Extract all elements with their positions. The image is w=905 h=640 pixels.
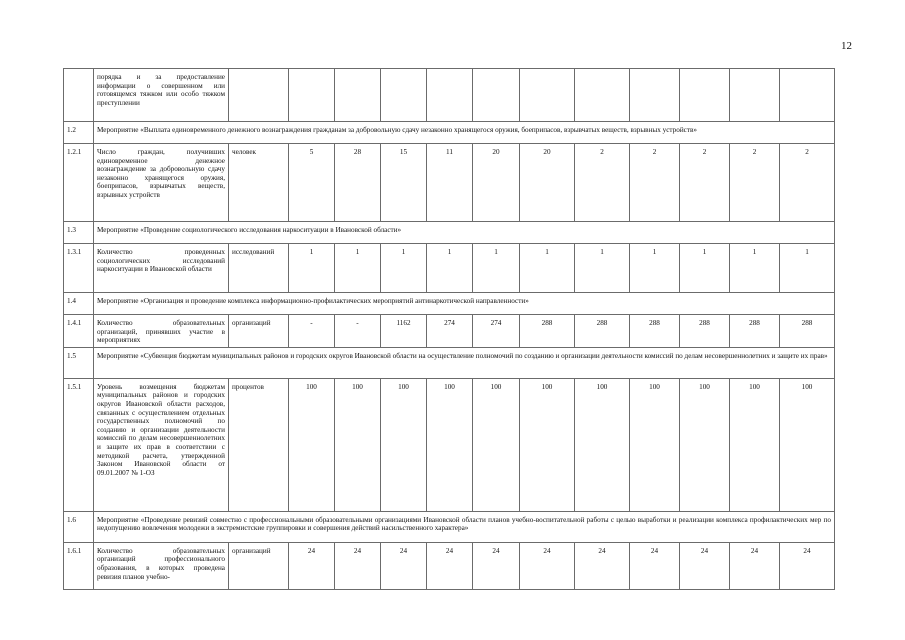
indicator-value: 1	[289, 244, 335, 293]
indicator-unit: процентов	[229, 378, 289, 511]
indicator-name: Число граждан, получивших единовременное денежное вознаграждение за добровольную сдачу незаконно хранящегося оружия, боеприпасов, взрывчатых веществ, взрывных устройств	[94, 144, 229, 222]
indicator-row	[64, 542, 835, 589]
indicator-name: Количество образовательных организаций, принявших участие в мероприятиях	[94, 315, 229, 348]
indicator-value: 274	[427, 315, 473, 348]
indicator-value: 1	[680, 244, 730, 293]
indicator-value: 1	[381, 244, 427, 293]
indicator-unit: исследований	[229, 244, 289, 293]
indicator-name: Количество образовательных организаций профессионального образования, в которых проведена ревизия планов учебно-	[94, 542, 229, 589]
indicator-value	[335, 69, 381, 122]
indicator-value: 100	[730, 378, 780, 511]
row-number: 1.3	[64, 222, 94, 244]
row-number	[64, 69, 94, 122]
indicator-value: 5	[289, 144, 335, 222]
indicator-value: 100	[780, 378, 835, 511]
row-number: 1.3.1	[64, 244, 94, 293]
indicator-unit: человек	[229, 144, 289, 222]
indicator-value: 100	[473, 378, 520, 511]
indicator-value: 1	[473, 244, 520, 293]
measure-row	[64, 347, 835, 378]
indicator-unit: организаций	[229, 315, 289, 348]
indicator-value: 15	[381, 144, 427, 222]
indicator-value: 24	[680, 542, 730, 589]
indicator-value	[680, 69, 730, 122]
row-number: 1.6	[64, 511, 94, 542]
indicator-value	[630, 69, 680, 122]
indicator-value: 1	[730, 244, 780, 293]
indicators-table	[63, 68, 835, 590]
measure-row	[64, 293, 835, 315]
measure-title: Мероприятие «Проведение социологического исследования наркоситуации в Ивановской области»	[94, 222, 835, 244]
indicator-value: 1162	[381, 315, 427, 348]
indicator-value: 24	[473, 542, 520, 589]
indicator-value: 24	[520, 542, 575, 589]
indicator-value: 1	[630, 244, 680, 293]
indicator-value: 1	[780, 244, 835, 293]
indicator-value	[575, 69, 630, 122]
measure-title: Мероприятие «Организация и проведение комплекса информационно-профилактических мероприятий антинаркотической направленности»	[94, 293, 835, 315]
indicator-value: 288	[630, 315, 680, 348]
indicator-value: 24	[780, 542, 835, 589]
measure-title: Мероприятие «Выплата единовременного денежного вознаграждения гражданам за добровольную сдачу незаконно хранящегося оружия, боеприпасов, взрывчатых веществ, взрывных устройств»	[94, 122, 835, 144]
indicator-name: порядка и за предоставление информации о совершенном или готовящемся тяжком или особо тяжком преступлении	[94, 69, 229, 122]
indicator-value: 100	[575, 378, 630, 511]
indicator-value	[520, 69, 575, 122]
indicator-value: 288	[520, 315, 575, 348]
indicator-value: 100	[630, 378, 680, 511]
indicator-value: 24	[335, 542, 381, 589]
row-number: 1.4	[64, 293, 94, 315]
indicator-value: 24	[575, 542, 630, 589]
indicator-value: 100	[520, 378, 575, 511]
indicator-name: Уровень возмещения бюджетам муниципальных районов и городских округов Ивановской области расходов, связанных с осуществлением отдельных государственных полномочий по созданию и организации деятельности комиссий по делам несовершеннолетних и защите их прав в соответствии с методикой расчета, утвержденной Законом Ивановской области от 09.01.2007 № 1-ОЗ	[94, 378, 229, 511]
indicator-value: 100	[289, 378, 335, 511]
indicator-value: 24	[289, 542, 335, 589]
indicator-value: 20	[473, 144, 520, 222]
indicator-value: 2	[730, 144, 780, 222]
indicator-value	[289, 69, 335, 122]
indicator-value: 1	[520, 244, 575, 293]
indicator-unit	[229, 69, 289, 122]
indicator-value: 2	[780, 144, 835, 222]
measure-row	[64, 222, 835, 244]
row-number: 1.2	[64, 122, 94, 144]
indicator-value: 100	[381, 378, 427, 511]
indicator-value: 1	[427, 244, 473, 293]
indicator-value: 2	[630, 144, 680, 222]
indicator-value: 274	[473, 315, 520, 348]
indicator-value: 288	[730, 315, 780, 348]
indicator-value: 288	[680, 315, 730, 348]
row-number: 1.6.1	[64, 542, 94, 589]
indicator-value	[730, 69, 780, 122]
measure-row	[64, 122, 835, 144]
indicator-unit: организаций	[229, 542, 289, 589]
measure-title: Мероприятие «Проведение ревизий совместно с профессиональными образовательными организациями Ивановской области планов учебно-воспитательной работы с целью выработки и реализации комплекса профилактических мер по недопущению вовлечения молодежи в экстремистские группировки и совершения действий насильственного характера»	[94, 511, 835, 542]
indicator-value: 2	[680, 144, 730, 222]
indicator-value: 100	[427, 378, 473, 511]
indicator-value: -	[289, 315, 335, 348]
row-number: 1.5	[64, 347, 94, 378]
indicator-row	[64, 378, 835, 511]
indicator-value: 288	[780, 315, 835, 348]
row-number: 1.4.1	[64, 315, 94, 348]
indicator-value: -	[335, 315, 381, 348]
page-number: 12	[841, 40, 852, 52]
indicator-value: 20	[520, 144, 575, 222]
indicator-value: 288	[575, 315, 630, 348]
indicator-value: 1	[335, 244, 381, 293]
indicator-value: 1	[575, 244, 630, 293]
indicator-row	[64, 315, 835, 348]
measure-title: Мероприятие «Субвенция бюджетам муниципальных районов и городских округов Ивановской области на осуществление полномочий по созданию и организации деятельности комиссий по делам несовершеннолетних и защите их прав»	[94, 347, 835, 378]
indicator-value: 100	[680, 378, 730, 511]
indicator-value: 2	[575, 144, 630, 222]
indicator-value: 28	[335, 144, 381, 222]
indicator-value	[381, 69, 427, 122]
indicator-row	[64, 244, 835, 293]
indicator-value	[780, 69, 835, 122]
indicator-name: Количество проведенных социологических исследований наркоситуации в Ивановской области	[94, 244, 229, 293]
indicator-value: 24	[730, 542, 780, 589]
indicator-value: 100	[335, 378, 381, 511]
indicator-row	[64, 69, 835, 122]
indicator-value: 24	[381, 542, 427, 589]
indicator-value	[473, 69, 520, 122]
indicator-row	[64, 144, 835, 222]
indicator-value: 24	[630, 542, 680, 589]
row-number: 1.2.1	[64, 144, 94, 222]
row-number: 1.5.1	[64, 378, 94, 511]
indicator-value	[427, 69, 473, 122]
indicator-value: 24	[427, 542, 473, 589]
indicator-value: 11	[427, 144, 473, 222]
measure-row	[64, 511, 835, 542]
